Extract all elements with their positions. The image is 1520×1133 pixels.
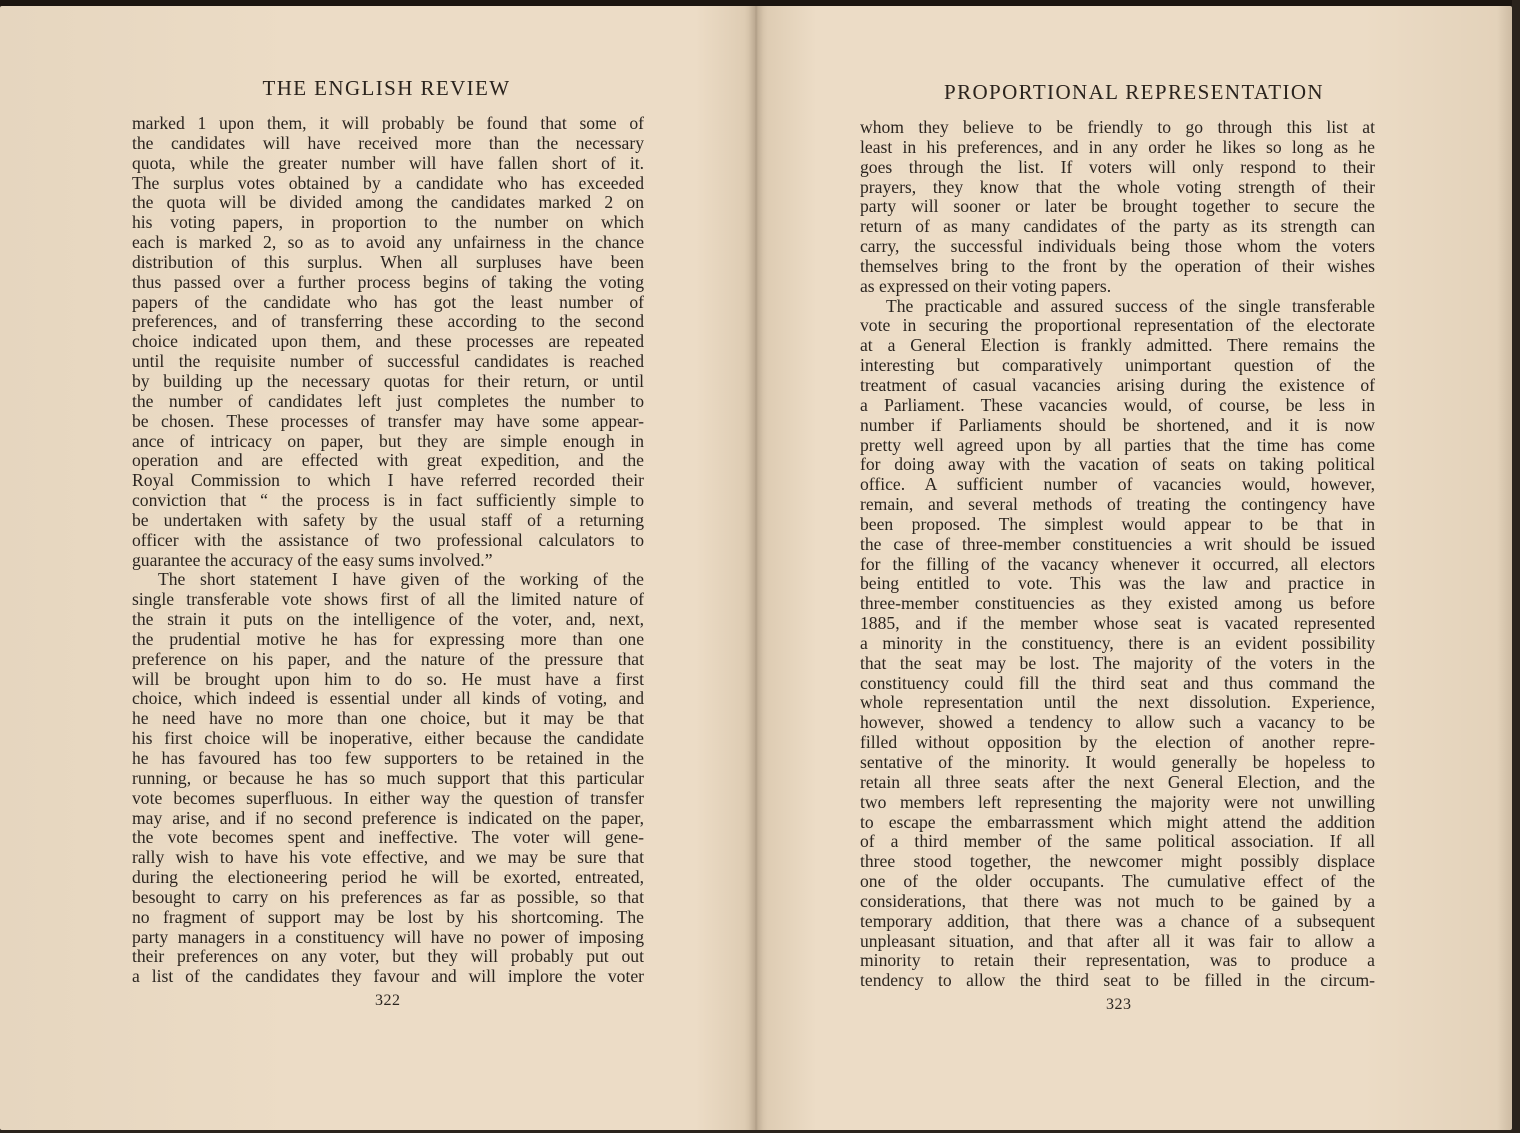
- text-line: running, or because he has so much support that this particular: [132, 767, 644, 788]
- text-line: he has favoured has too few supporters to be retained in the: [132, 748, 644, 768]
- text-line: return of as many candidates of the party as its strength can: [860, 216, 1375, 237]
- text-line: no fragment of support may be lost by his shortcoming. The: [132, 906, 644, 927]
- text-line: carry, the successful individuals being those whom the voters: [860, 236, 1375, 257]
- text-line: choice indicated upon them, and these processes are repeated: [132, 331, 644, 352]
- right-page: [756, 6, 1512, 1130]
- text-line: treatment of casual vacancies arising during the existence of: [860, 374, 1375, 395]
- book-spread: [0, 6, 1512, 1130]
- text-line: interesting but comparatively unimportant question of the: [860, 355, 1375, 376]
- text-line: ance of intricacy on paper, but they are simple enough in: [132, 430, 644, 451]
- text-line: been proposed. The simplest would appear to be that in: [860, 513, 1375, 534]
- text-line: the number of candidates left just completes the number to: [132, 390, 644, 411]
- text-line: number if Parliaments should be shortened, and it is now: [860, 414, 1375, 435]
- text-line: officer with the assistance of two professional calculators to: [132, 529, 644, 550]
- text-line: quota, while the greater number will have fallen short of it.: [132, 152, 644, 173]
- text-line: themselves bring to the front by the operation of their wishes: [860, 255, 1375, 276]
- text-line: considerations, that there was not much to be gained by a: [860, 890, 1375, 911]
- text-line: may arise, and if no second preference is indicated on the paper,: [132, 807, 644, 828]
- text-line: vote becomes superfluous. In either way the question of transfer: [132, 787, 644, 808]
- text-line: sentative of the minority. It would generally be hopeless to: [860, 752, 1375, 772]
- text-line: will be brought upon him to do so. He must have a first: [132, 668, 644, 689]
- text-line: single transferable vote shows first of all the limited nature of: [132, 589, 644, 610]
- text-line: to escape the embarrassment which might attend the addition: [860, 811, 1375, 832]
- text-line: office. A sufficient number of vacancies would, however,: [860, 474, 1375, 495]
- text-line: a Parliament. These vacancies would, of course, be less in: [860, 394, 1375, 415]
- text-line: the quota will be divided among the candidates marked 2 on: [132, 192, 644, 213]
- text-line: operation and are effected with great expedition, and the: [132, 450, 644, 471]
- text-line: his first choice will be inoperative, either because the candidate: [132, 728, 644, 749]
- text-line: that the seat may be lost. The majority of the voters in the: [860, 652, 1375, 673]
- left-page: [0, 6, 756, 1130]
- text-line: papers of the candidate who has got the least number of: [132, 291, 644, 312]
- text-line: 1885, and if the member whose seat is vacated represented: [860, 613, 1375, 634]
- text-line: prayers, they know that the whole voting strength of their: [860, 176, 1375, 197]
- text-line: filled without opposition by the election of another repre-: [860, 732, 1375, 753]
- text-line: besought to carry on his preferences as far as possible, so that: [132, 886, 644, 907]
- text-line: goes through the list. If voters will only respond to their: [860, 156, 1375, 177]
- text-line: distribution of this surplus. When all surpluses have been: [132, 251, 644, 272]
- text-line: conviction that “ the process is in fact sufficiently simple to: [132, 490, 644, 511]
- text-line: the candidates will have received more than the necessary: [132, 132, 644, 153]
- text-line: two members left representing the majority were not unwilling: [860, 791, 1375, 812]
- text-line: three stood together, the newcomer might possibly displace: [860, 851, 1375, 872]
- text-line: marked 1 upon them, it will probably be found that some of: [132, 113, 644, 133]
- right-page-body: [860, 118, 1375, 991]
- text-line: of a third member of the same political association. If all: [860, 831, 1375, 852]
- left-page-number: 322: [375, 992, 401, 1009]
- text-line: party will sooner or later be brought together to secure the: [860, 196, 1375, 217]
- text-line: guarantee the accuracy of the easy sums involved.”: [132, 549, 493, 570]
- text-line: The short statement I have given of the working of the: [158, 569, 644, 590]
- text-line: preferences, and of transferring these according to the second: [132, 311, 644, 332]
- right-page-number: 323: [1106, 996, 1132, 1013]
- text-line: rally wish to have his vote effective, and we may be sure that: [132, 847, 644, 868]
- text-line: a list of the candidates they favour and will implore the voter: [132, 966, 644, 987]
- text-line: The surplus votes obtained by a candidate who has exceeded: [132, 172, 644, 193]
- text-line: the prudential motive he has for expressing more than one: [132, 628, 644, 649]
- text-line: temporary addition, that there was a chance of a subsequent: [860, 910, 1375, 931]
- right-running-head: PROPORTIONAL REPRESENTATION: [943, 80, 1324, 104]
- scan-right-edge: [1512, 0, 1520, 1133]
- text-line: for the filling of the vacancy whenever it occurred, all electors: [860, 553, 1375, 574]
- text-line: pretty well agreed upon by all parties that the time has come: [860, 434, 1375, 455]
- text-line: vote in securing the proportional representation of the electorate: [860, 315, 1375, 336]
- text-line: for doing away with the vacation of seats on taking political: [860, 454, 1375, 475]
- text-line: as expressed on their voting papers.: [860, 275, 1112, 296]
- text-line: Royal Commission to which I have referred recorded their: [132, 470, 644, 491]
- text-line: until the requisite number of successful candidates is reached: [132, 351, 644, 372]
- text-line: he need have no more than one choice, but it may be that: [132, 708, 644, 729]
- text-line: choice, which indeed is essential under all kinds of voting, and: [132, 688, 644, 709]
- text-line: constituency could fill the third seat and thus command the: [860, 672, 1375, 693]
- text-line: thus passed over a further process begins of taking the voting: [132, 271, 644, 292]
- text-line: their preferences on any voter, but they will probably put out: [132, 946, 644, 967]
- text-line: be undertaken with safety by the usual staff of a returning: [132, 509, 644, 530]
- text-line: unpleasant situation, and that after all it was fair to allow a: [860, 930, 1375, 951]
- text-line: the vote becomes spent and ineffective. The voter will gene-: [132, 827, 644, 848]
- text-line: three-member constituencies as they existed among us before: [860, 593, 1375, 614]
- text-line: be chosen. These processes of transfer may have some appear-: [132, 410, 644, 431]
- text-line: being entitled to vote. This was the law and practice in: [860, 573, 1375, 594]
- text-line: minority to retain their representation, was to produce a: [860, 950, 1375, 971]
- text-line: whole representation until the next dissolution. Experience,: [860, 692, 1375, 713]
- text-line: whom they believe to be friendly to go through this list at: [860, 117, 1375, 137]
- text-line: preference on his paper, and the nature of the pressure that: [132, 648, 644, 669]
- text-line: a minority in the constituency, there is an evident possibility: [860, 632, 1375, 653]
- text-line: retain all three seats after the next General Election, and the: [860, 771, 1375, 792]
- text-line: The practicable and assured success of the single transferable: [886, 295, 1375, 316]
- text-line: by building up the necessary quotas for their return, or until: [132, 370, 644, 391]
- text-line: each is marked 2, so as to avoid any unfairness in the chance: [132, 232, 644, 253]
- text-line: party managers in a constituency will have no power of imposing: [132, 926, 644, 947]
- text-line: however, showed a tendency to allow such a vacancy to be: [860, 712, 1375, 733]
- left-running-head: THE ENGLISH REVIEW: [262, 76, 511, 100]
- text-line: his voting papers, in proportion to the number on which: [132, 212, 644, 233]
- text-line: tendency to allow the third seat to be filled in the circum-: [860, 970, 1375, 991]
- text-line: remain, and several methods of treating the contingency have: [860, 494, 1375, 515]
- text-line: the strain it puts on the intelligence of the voter, and, next,: [132, 609, 644, 630]
- text-line: the case of three-member constituencies a writ should be issued: [860, 533, 1375, 554]
- text-line: at a General Election is frankly admitted. There remains the: [860, 335, 1375, 356]
- left-page-body: [132, 114, 644, 987]
- text-line: one of the older occupants. The cumulative effect of the: [860, 871, 1375, 892]
- text-line: during the electioneering period he will be exorted, entreated,: [132, 867, 644, 888]
- text-line: least in his preferences, and in any order he likes so long as he: [860, 136, 1375, 157]
